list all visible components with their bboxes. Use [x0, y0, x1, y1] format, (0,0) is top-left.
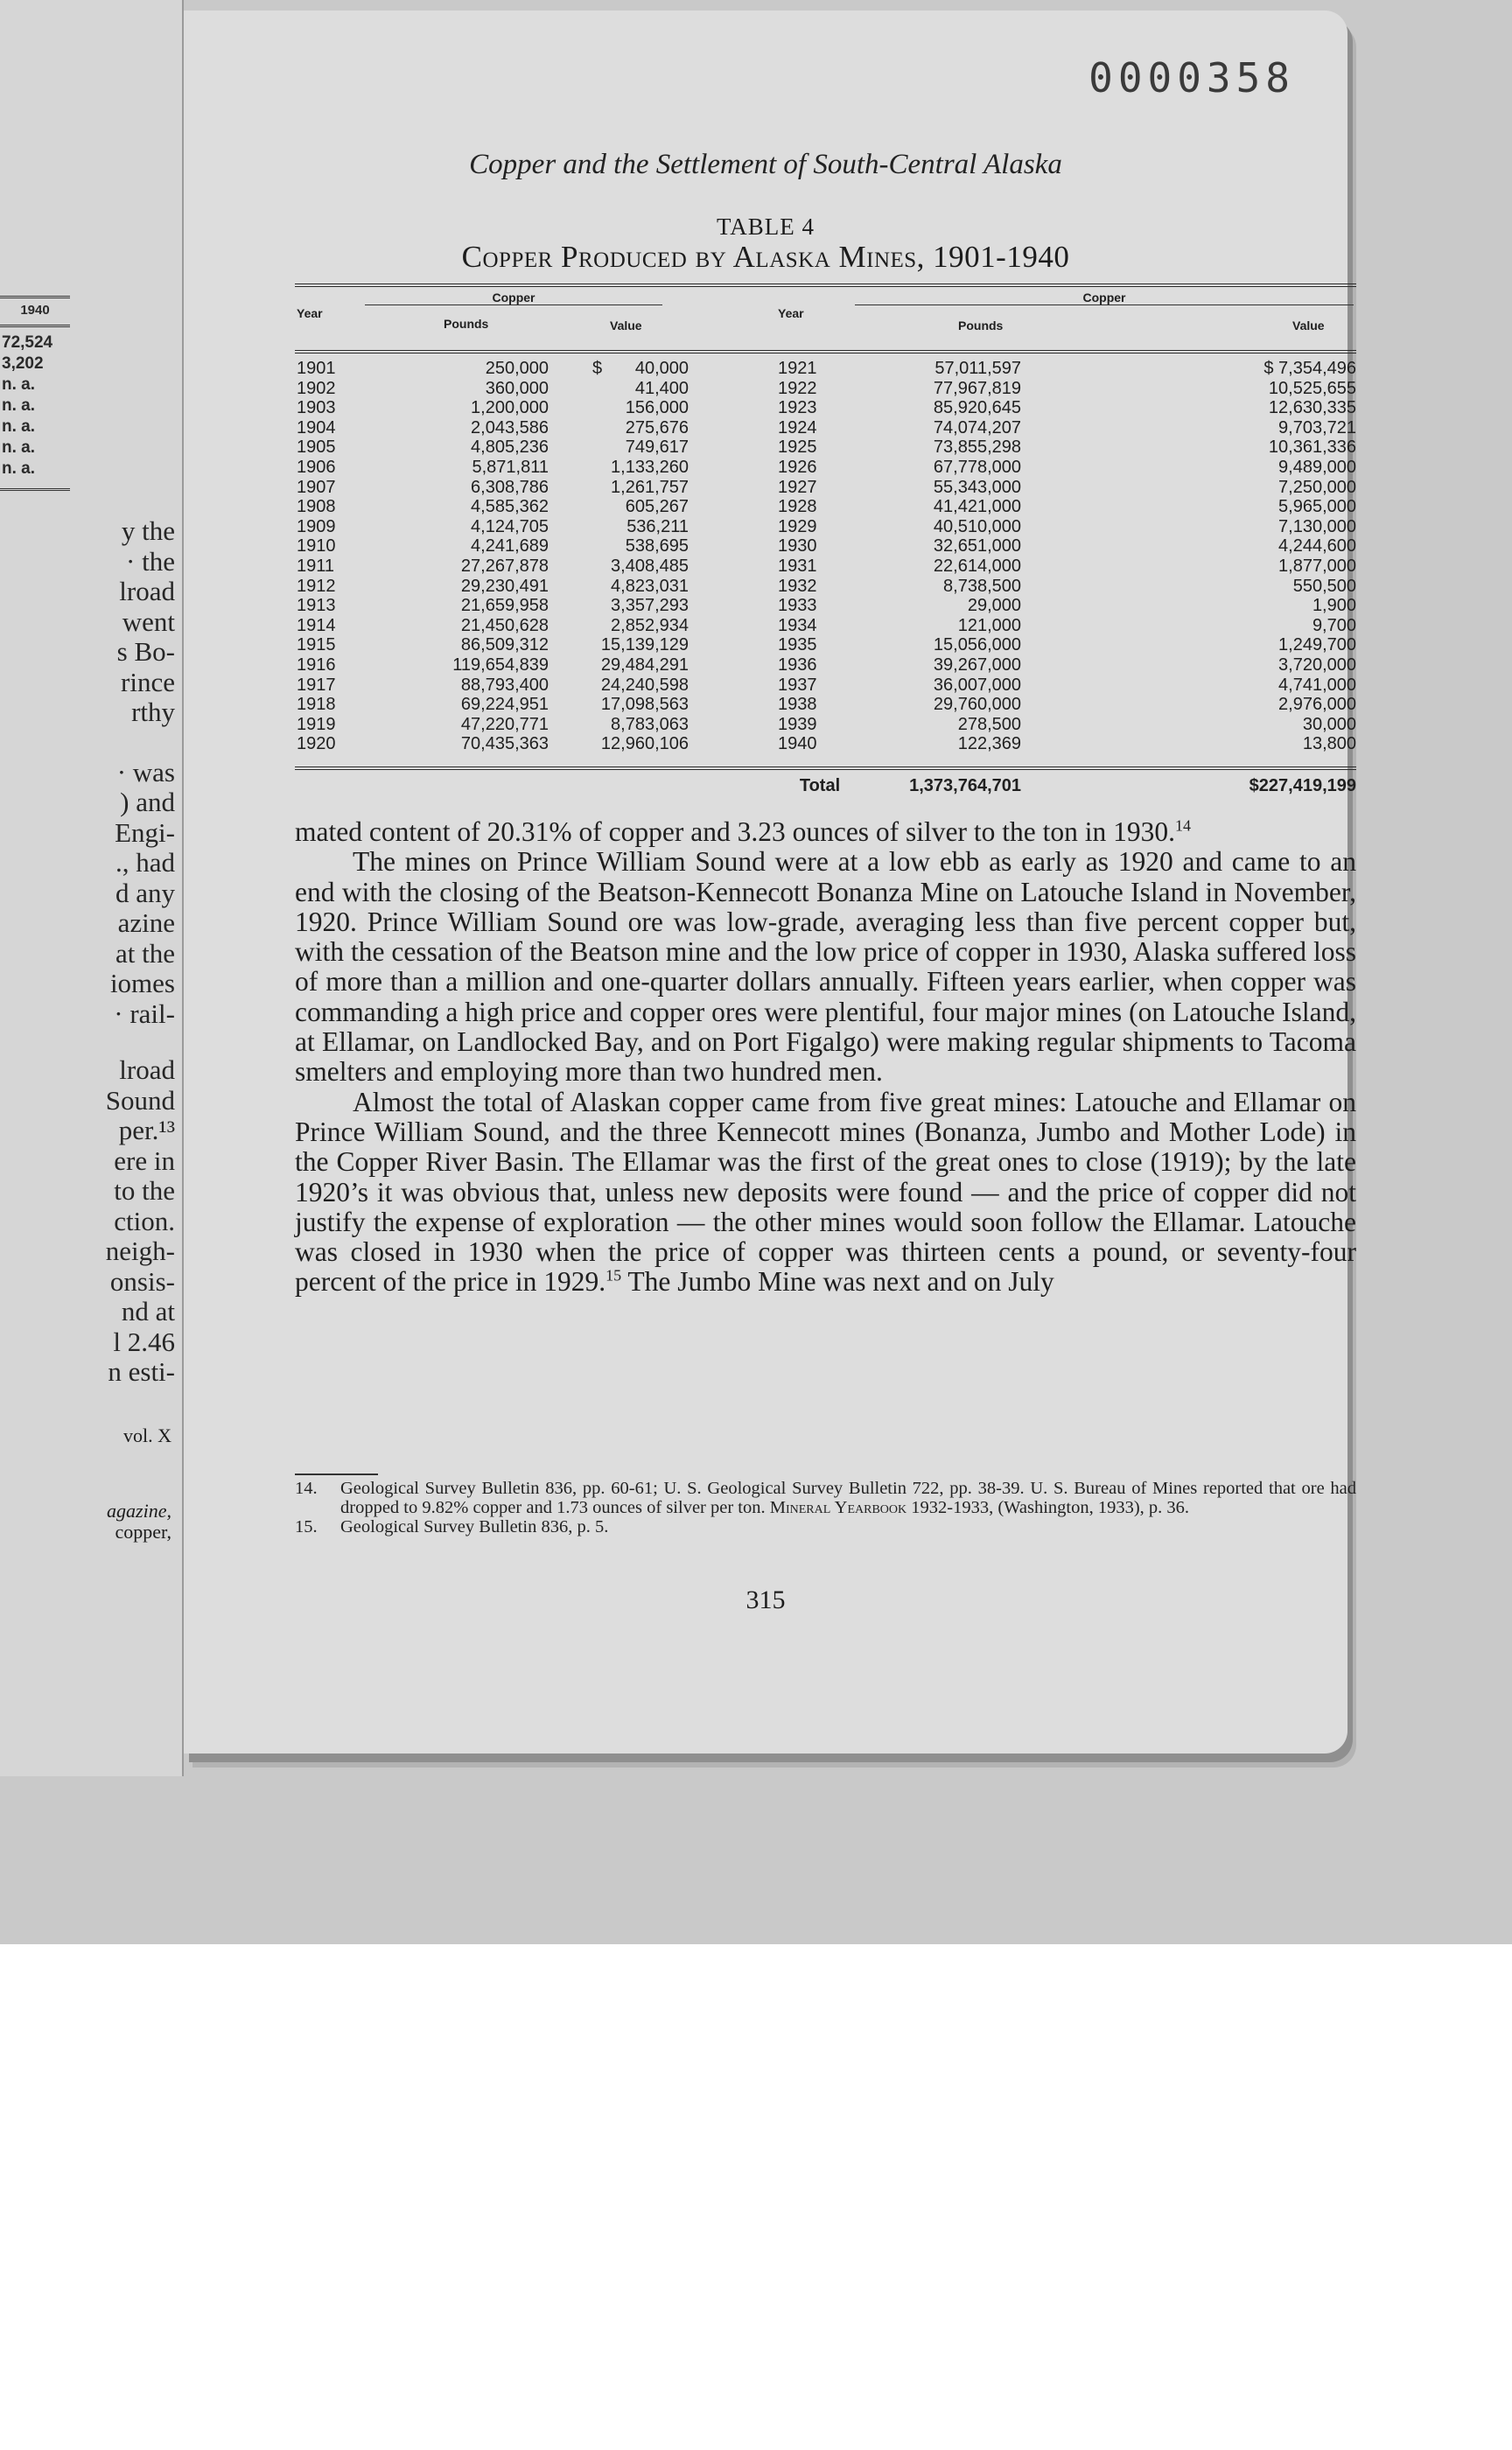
- footnote-14-tail: 1932-1933, (Washington, 1933), p. 36.: [906, 1498, 1190, 1517]
- table-cell: 1931: [778, 556, 817, 576]
- table-row: [295, 458, 1356, 477]
- table-cell: 360,000: [485, 378, 549, 398]
- table-cell: 29,760,000: [933, 695, 1021, 715]
- table-row: [295, 715, 1356, 734]
- header-value-left: Value: [610, 318, 642, 332]
- table-cell: 1916: [297, 655, 336, 675]
- left-page-text-line: lroad: [119, 1054, 175, 1085]
- table-cell: 74,074,207: [933, 417, 1021, 438]
- table-cell: 32,651,000: [933, 536, 1021, 556]
- table-cell: 39,267,000: [933, 655, 1021, 675]
- table-cell: 119,654,839: [452, 655, 549, 675]
- table-cell: 1922: [778, 378, 817, 398]
- left-page-text-line: onsis-: [109, 1265, 175, 1297]
- left-page-footnote-vol: vol. X: [123, 1424, 172, 1446]
- table-cell: 1,900: [1312, 596, 1356, 616]
- left-page-table-rule: [0, 488, 70, 491]
- table-cell: 9,703,721: [1278, 417, 1356, 438]
- table-cell: 47,220,771: [460, 714, 549, 734]
- table-cell: 275,676: [625, 417, 689, 438]
- left-page-table-cell: n. a.: [2, 375, 36, 394]
- table-cell: 1904: [297, 417, 336, 438]
- left-page-text-line: · was: [116, 756, 175, 788]
- table-row: [295, 577, 1356, 596]
- footnote-ref-14: 14: [1175, 816, 1192, 835]
- left-page-text-line: went: [122, 606, 175, 637]
- left-page-table-cell: n. a.: [2, 396, 36, 415]
- total-value: $227,419,199: [1249, 776, 1356, 795]
- table-cell: 8,738,500: [943, 576, 1021, 596]
- table-cell: 13,800: [1302, 734, 1356, 754]
- table-cell: 1907: [297, 477, 336, 497]
- table-cell: 1903: [297, 398, 336, 418]
- table-row: [295, 478, 1356, 497]
- footnote-15: [295, 1517, 1356, 1536]
- table-row: [295, 438, 1356, 457]
- left-page-text-line: at the: [116, 937, 175, 969]
- left-page-text-line: iomes: [109, 968, 175, 998]
- page-number: 315: [746, 1586, 786, 1614]
- table-row: [295, 359, 1356, 378]
- table-cell: 1,261,757: [611, 477, 689, 497]
- left-page-text-line: ere in: [114, 1144, 175, 1176]
- left-page-text-fragment: [0, 516, 175, 1388]
- paragraph-1: [295, 817, 1356, 847]
- table-row: [295, 635, 1356, 654]
- left-page-table-cell: 3,202: [2, 354, 44, 373]
- table-cell: 1902: [297, 378, 336, 398]
- left-page-text-line: l 2.46: [113, 1326, 175, 1357]
- table-cell: 8,783,063: [611, 714, 689, 734]
- left-page-text-line: ction.: [114, 1205, 175, 1236]
- table-cell: 1938: [778, 695, 817, 715]
- table-cell: 1,877,000: [1278, 556, 1356, 576]
- table-cell: 40,000: [634, 359, 689, 378]
- left-page-lines-c: [0, 1055, 175, 1388]
- footnote-15-number: 15.: [295, 1517, 318, 1536]
- table-row: [295, 655, 1356, 675]
- left-page-table-cell: 72,524: [2, 333, 53, 352]
- header-year-right: Year: [778, 306, 804, 320]
- table-cell: $ 7,354,496: [1264, 359, 1356, 378]
- table-cell: 10,525,655: [1268, 378, 1356, 398]
- table-cell: 6,308,786: [471, 477, 549, 497]
- table-cell: 88,793,400: [460, 675, 549, 695]
- table-cell: 749,617: [625, 438, 689, 458]
- table-cell: 15,139,129: [600, 635, 689, 655]
- table-cell: 1930: [778, 536, 817, 556]
- total-label: Total: [799, 776, 841, 795]
- table-cell: 22,614,000: [933, 556, 1021, 576]
- table-cell: 5,871,811: [472, 458, 549, 477]
- header-value-right: Value: [1292, 318, 1325, 332]
- left-page-text-line: Sound: [105, 1084, 175, 1116]
- table-total-row: [295, 776, 1356, 801]
- left-page-text-line: rince: [121, 666, 175, 697]
- table-cell: 1932: [778, 576, 817, 596]
- table-cell: 1940: [778, 734, 817, 754]
- table-row: [295, 695, 1356, 714]
- table-cell: 3,408,485: [611, 556, 689, 576]
- table-row: [295, 616, 1356, 635]
- left-page-text-line: to the: [114, 1175, 175, 1206]
- table-cell: 1901: [297, 359, 336, 378]
- footnote-rule: [295, 1474, 378, 1475]
- footnote-14: [295, 1479, 1356, 1517]
- table-cell: 27,267,878: [460, 556, 549, 576]
- paragraph-3-tail: The Jumbo Mine was next and on July: [621, 1266, 1054, 1298]
- table-row: [295, 418, 1356, 438]
- table-cell: 36,007,000: [933, 675, 1021, 695]
- left-page-text-line: neigh-: [105, 1236, 175, 1266]
- table-body: [295, 359, 1356, 772]
- table-bottom-rule: [295, 766, 1356, 770]
- header-copper-left: Copper: [365, 290, 662, 305]
- table-cell: 69,224,951: [460, 695, 549, 715]
- table-cell: 1917: [297, 675, 336, 695]
- table-row: [295, 379, 1356, 398]
- table-cell: 73,855,298: [933, 438, 1021, 458]
- footnote-ref-15: 15: [606, 1266, 622, 1284]
- total-pounds: 1,373,764,701: [909, 776, 1021, 795]
- paragraph-1-text: mated content of 20.31% of copper and 3.23 ounces of silver to the ton in 1930.: [295, 816, 1176, 847]
- table-cell: 3,720,000: [1278, 655, 1356, 675]
- left-facing-page: [0, 0, 184, 1776]
- table-cell: 156,000: [625, 398, 689, 418]
- table-cell: 2,043,586: [471, 417, 549, 438]
- table-row: [295, 676, 1356, 695]
- table-cell: 1909: [297, 516, 336, 536]
- table-cell: 1906: [297, 458, 336, 477]
- table-cell: 7,130,000: [1278, 516, 1356, 536]
- left-page-text-line: d any: [115, 877, 175, 908]
- footnote-14-text: Geological Survey Bulletin 836, pp. 60-61; U. S. Geological Survey Bulletin 722, pp. 38-39. U. S. Bureau of Mines reported that ore had dropped to 9.82% copper and 1.73 ounces of silver per ton.: [340, 1479, 1356, 1517]
- header-pounds-right: Pounds: [958, 318, 1004, 332]
- table-cell: 122,369: [957, 734, 1021, 754]
- table-cell: 1939: [778, 714, 817, 734]
- table-cell: 1920: [297, 734, 336, 754]
- table-cell: 1921: [778, 359, 817, 378]
- left-page-text-line: azine: [117, 907, 175, 938]
- table-cell: 70,435,363: [460, 734, 549, 754]
- table-cell: 1905: [297, 438, 336, 458]
- table-cell: 1908: [297, 497, 336, 517]
- table-cell: 2,852,934: [611, 615, 689, 635]
- table-cell: 1919: [297, 714, 336, 734]
- left-page-text-line: s Bo-: [116, 636, 175, 667]
- table-cell: 5,965,000: [1278, 497, 1356, 517]
- table-cell: 1913: [297, 596, 336, 616]
- table-cell: 9,700: [1312, 615, 1356, 635]
- table-title: Copper Produced by Alaska Mines, 1901-1940: [461, 240, 1070, 274]
- footnote-14-title: Mineral Yearbook: [769, 1498, 907, 1517]
- paragraph-2: The mines on Prince William Sound were at a low ebb as early as 1920 and came to an end with the closing of the Beatson-Kennecott Bonanza Mine on Latouche Island in November, 1920. Prince William Sound ore was low-grade, averaging less than five percent copper but, with the cessation of the Beatson mine and the low price of copper in 1930, Alaska suffered loss of more than a million and one-quarter dollars annually. Fifteen years earlier, when copper was commanding a high price and copper ores were plentiful, four major mines (on Latouche Island, at Ellamar, on Landlocked Bay, and on Port Figalgo) were making regular shipments to Tacoma smelters and employing more than two hundred men.: [295, 846, 1356, 1088]
- table-cell: 4,241,689: [471, 536, 549, 556]
- paragraph-3-text: Almost the total of Alaskan copper came from five great mines: Latouche and Ellamar on Prince William Sound, and the three Kennecott mines (Bonanza, Jumbo and Mother Lode) in the Copper River Basin. The Ellamar was the first of the great ones to close (1919); by the late 1920’s it was obvious that, unless new deposits were found — and the price of copper did not justify the expense of exploration — the other mines would soon follow the Ellamar. Latouche was closed in 1930 when the price of copper was thirteen cents a pound, or seventy-four percent of the price in 1929.: [295, 1086, 1356, 1298]
- table-cell: 1935: [778, 635, 817, 655]
- body-text: [295, 817, 1356, 1298]
- table-row: [295, 517, 1356, 536]
- paragraph-3: [295, 1088, 1356, 1298]
- table-cell: 67,778,000: [933, 458, 1021, 477]
- table-cell: 1933: [778, 596, 817, 616]
- page-id-stamp: 0000358: [1088, 54, 1295, 102]
- table-cell: 1936: [778, 655, 817, 675]
- table-cell: 1,133,260: [611, 458, 689, 477]
- left-page-text-line: nd at: [121, 1296, 175, 1326]
- table-cell: 1925: [778, 438, 817, 458]
- table-cell: 1911: [297, 556, 335, 576]
- left-page-text-line: · the: [126, 545, 175, 577]
- left-page-table-fragment: [0, 296, 70, 491]
- table-cell: 4,823,031: [611, 576, 689, 596]
- left-page-text-line: Engi-: [115, 816, 175, 848]
- table-cell: 550,500: [1292, 576, 1356, 596]
- left-page-footnote-a: agazine,: [107, 1500, 172, 1522]
- left-page-table-cell: n. a.: [2, 417, 36, 436]
- header-copper-right: Copper: [855, 290, 1354, 305]
- left-page-footnote-b: copper,: [115, 1521, 172, 1543]
- table-cell: 1918: [297, 695, 336, 715]
- table-row: [295, 734, 1356, 753]
- table-cell: 12,630,335: [1268, 398, 1356, 418]
- running-head: Copper and the Settlement of South-Central Alaska: [469, 149, 1062, 180]
- footnote-14-number: 14.: [295, 1479, 318, 1498]
- table-cell: 1914: [297, 615, 336, 635]
- table-cell: 4,585,362: [471, 497, 549, 517]
- table-cell: 9,489,000: [1278, 458, 1356, 477]
- table-cell: 4,805,236: [471, 438, 549, 458]
- table-cell: 21,450,628: [460, 615, 549, 635]
- copper-production-table: [295, 284, 1356, 795]
- table-cell: 250,000: [485, 359, 549, 378]
- table-cell: 2,976,000: [1278, 695, 1356, 715]
- table-cell: 1912: [297, 576, 336, 596]
- table-header: [295, 284, 1356, 354]
- table-cell: 1923: [778, 398, 817, 418]
- table-cell: 3,357,293: [611, 596, 689, 616]
- table-cell: 12,960,106: [600, 734, 689, 754]
- left-page-text-line: ) and: [120, 787, 175, 817]
- table-cell: 1910: [297, 536, 336, 556]
- table-cell: 1915: [297, 635, 336, 655]
- left-page-table-cell: n. a.: [2, 459, 36, 478]
- table-cell: 21,659,958: [460, 596, 549, 616]
- table-cell: 605,267: [625, 497, 689, 517]
- table-cell: 278,500: [957, 714, 1021, 734]
- table-cell: 24,240,598: [600, 675, 689, 695]
- left-page-text-line: y the: [121, 515, 175, 546]
- book-page: [184, 10, 1356, 1754]
- table-row: [295, 596, 1356, 615]
- table-row: [295, 497, 1356, 516]
- table-cell: 4,741,000: [1278, 675, 1356, 695]
- left-page-text-line: per.¹³: [118, 1115, 175, 1145]
- left-page-table-head: 1940: [0, 296, 70, 327]
- table-cell: 1926: [778, 458, 817, 477]
- table-row: [295, 536, 1356, 556]
- table-cell: 7,250,000: [1278, 477, 1356, 497]
- table-cell: 536,211: [626, 516, 689, 536]
- table-cell: 77,967,819: [933, 378, 1021, 398]
- table-label: TABLE 4: [716, 214, 816, 240]
- table-cell: 29,484,291: [600, 655, 689, 675]
- left-page-text-line: lroad: [119, 576, 175, 606]
- left-page-table-cell: n. a.: [2, 438, 36, 457]
- left-page-lines-b: [0, 758, 175, 1030]
- table-cell: 121,000: [957, 615, 1021, 635]
- left-page-table-cells: [0, 332, 70, 480]
- table-cell: 1924: [778, 417, 817, 438]
- table-cell: 29,000: [967, 596, 1021, 616]
- table-cell: 4,244,600: [1278, 536, 1356, 556]
- left-page-lines-a: [0, 516, 175, 728]
- table-row: [295, 398, 1356, 417]
- left-page-text-line: · rail-: [114, 998, 175, 1029]
- table-cell: 1927: [778, 477, 817, 497]
- table-cell: 1929: [778, 516, 817, 536]
- table-cell: 86,509,312: [460, 635, 549, 655]
- footnote-15-text: Geological Survey Bulletin 836, p. 5.: [340, 1517, 609, 1536]
- table-cell: 1934: [778, 615, 817, 635]
- header-year-left: Year: [297, 306, 323, 320]
- table-cell: 4,124,705: [471, 516, 549, 536]
- left-page-text-line: n esti-: [108, 1356, 175, 1387]
- table-cell: 1,200,000: [471, 398, 549, 418]
- table-cell: 41,400: [634, 378, 689, 398]
- table-cell: 15,056,000: [933, 635, 1021, 655]
- table-cell: $: [592, 359, 603, 378]
- table-cell: 85,920,645: [933, 398, 1021, 418]
- table-cell: 40,510,000: [933, 516, 1021, 536]
- footnotes: [295, 1479, 1356, 1536]
- table-cell: 10,361,336: [1268, 438, 1356, 458]
- table-cell: 1928: [778, 497, 817, 517]
- table-cell: 30,000: [1302, 714, 1356, 734]
- table-cell: 1937: [778, 675, 817, 695]
- left-page-text-line: rthy: [131, 696, 175, 727]
- table-cell: 17,098,563: [600, 695, 689, 715]
- table-cell: 1,249,700: [1278, 635, 1356, 655]
- header-pounds-left: Pounds: [444, 317, 489, 331]
- table-cell: 55,343,000: [933, 477, 1021, 497]
- table-cell: 538,695: [625, 536, 689, 556]
- table-cell: 41,421,000: [933, 497, 1021, 517]
- table-row: [295, 556, 1356, 576]
- table-cell: 57,011,597: [934, 359, 1021, 378]
- left-page-text-line: ., had: [115, 847, 175, 878]
- table-cell: 29,230,491: [460, 576, 549, 596]
